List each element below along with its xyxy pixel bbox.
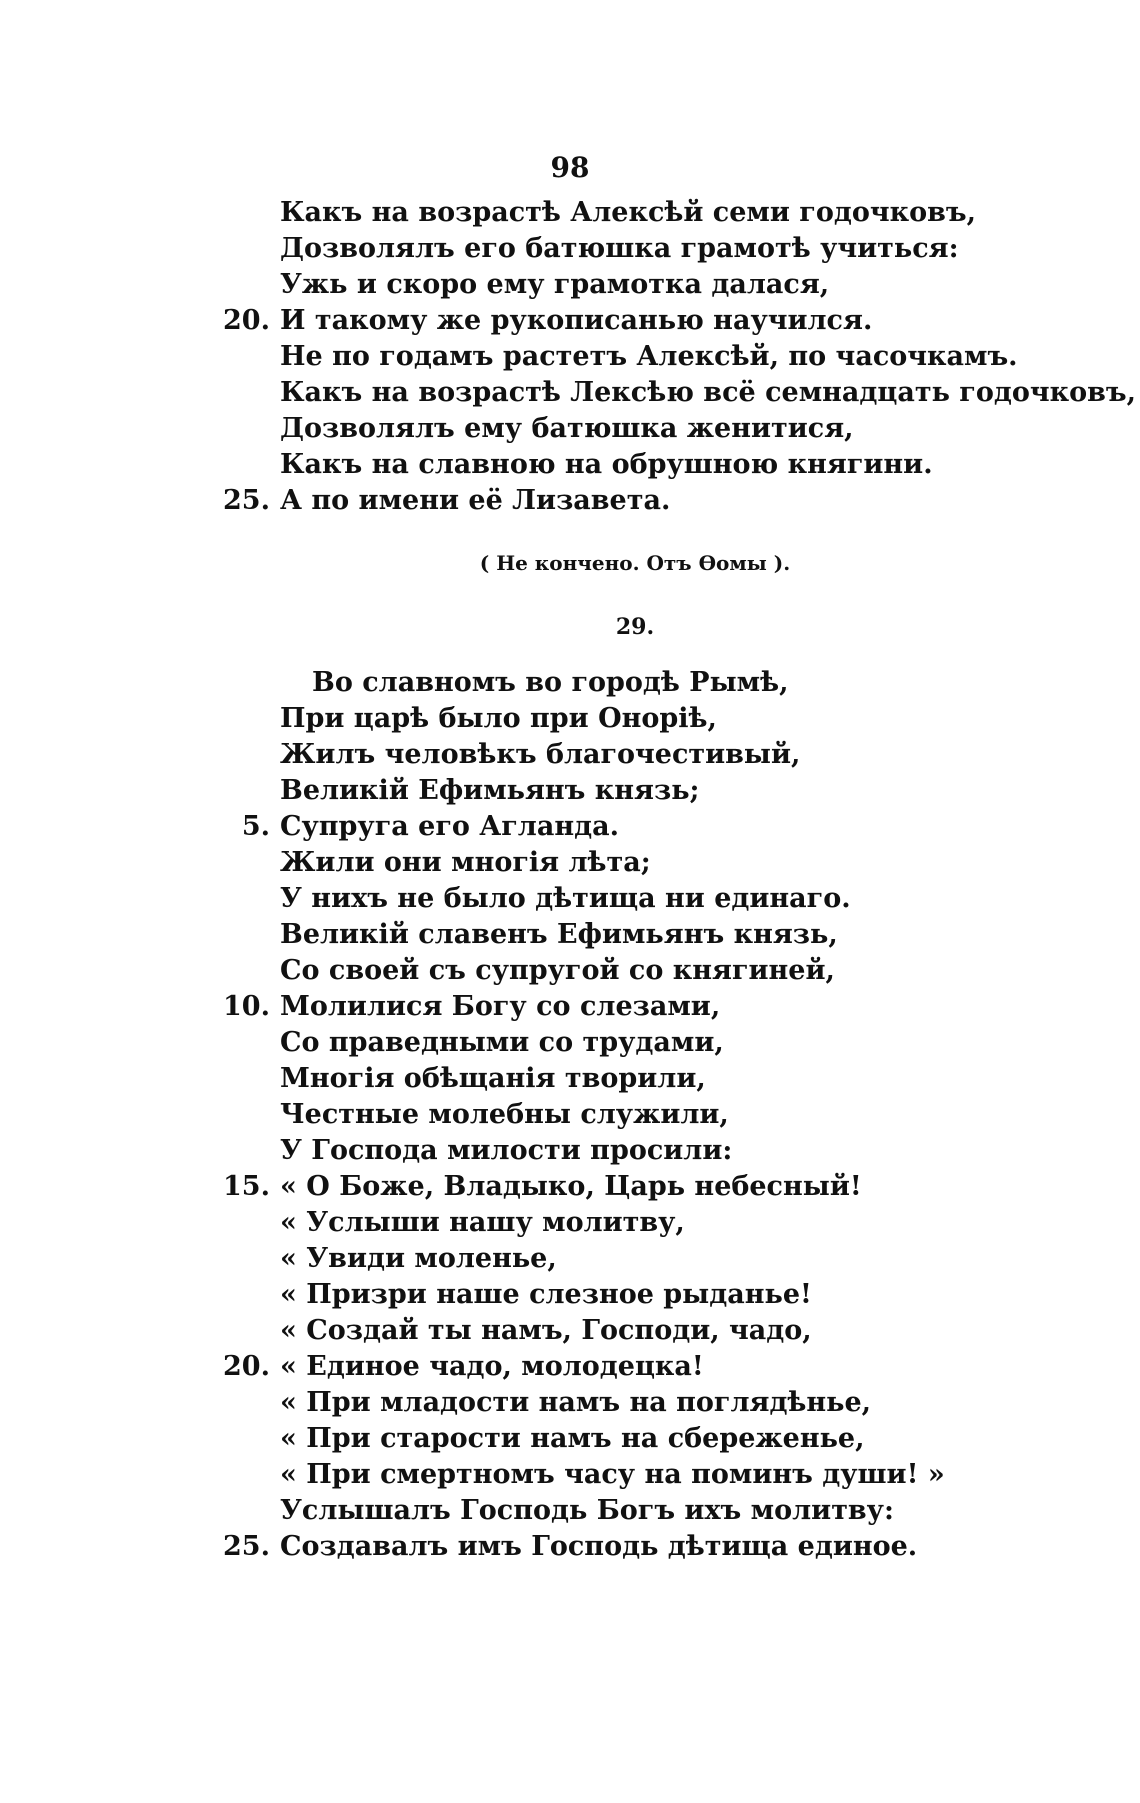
verse-line xyxy=(0,953,1140,989)
verse-line xyxy=(0,1241,1140,1277)
verse-text: У Господа милости просили: xyxy=(280,1135,733,1166)
line-number: 15. xyxy=(223,1171,270,1202)
verse-line xyxy=(0,1169,1140,1205)
verse-text: Дозволялъ его батюшка грамотѣ учиться: xyxy=(280,233,959,264)
verse-line xyxy=(0,1025,1140,1061)
verse-line xyxy=(0,917,1140,953)
verse-text: « Увиди моленье, xyxy=(280,1243,557,1274)
line-number: 10. xyxy=(223,991,270,1022)
verse-line xyxy=(0,1421,1140,1457)
verse-text: При царѣ было при Онорiѣ, xyxy=(280,703,717,734)
verse-line xyxy=(0,483,1140,519)
verse-text: « Услыши нашу молитву, xyxy=(280,1207,685,1238)
verse-text: Какъ на возрастѣ Лексѣю всё семнадцать годочковъ, xyxy=(280,377,1137,408)
verse-line xyxy=(0,809,1140,845)
page-number: 98 xyxy=(550,151,590,184)
verse-line xyxy=(0,339,1140,375)
verse-text: Не по годамъ растетъ Алексѣй, по часочкамъ. xyxy=(280,341,1018,372)
poem-continuation xyxy=(0,195,1140,519)
verse-text: А по имени её Лизавета. xyxy=(280,485,671,516)
verse-line xyxy=(0,881,1140,917)
verse-text: Ужь и скоро ему грамотка далася, xyxy=(280,269,830,300)
line-number: 20. xyxy=(223,1351,270,1382)
verse-text: « При смертномъ часу на поминъ души! » xyxy=(280,1459,945,1490)
verse-text: Великiй Ефимьянъ князь; xyxy=(280,775,700,806)
verse-line xyxy=(0,1133,1140,1169)
verse-text: У нихъ не было дѣтища ни единаго. xyxy=(280,883,851,914)
verse-line xyxy=(0,1097,1140,1133)
verse-line xyxy=(0,411,1140,447)
verse-text: И такому же рукописанью научился. xyxy=(280,305,873,336)
poem-29 xyxy=(0,665,1140,1565)
verse-line xyxy=(0,701,1140,737)
verse-text: Какъ на славною на обрушною княгини. xyxy=(280,449,933,480)
verse-text: « Призри наше слезное рыданье! xyxy=(280,1279,812,1310)
verse-text: Жили они многiя лѣта; xyxy=(280,847,651,878)
verse-text: Дозволялъ ему батюшка женитися, xyxy=(280,413,854,444)
verse-text: « При младости намъ на поглядѣнье, xyxy=(280,1387,872,1418)
verse-line xyxy=(0,1385,1140,1421)
verse-text: Со своей съ супругой со княгиней, xyxy=(280,955,835,986)
verse-line xyxy=(0,267,1140,303)
verse-text: Честные молебны служили, xyxy=(280,1099,729,1130)
verse-line xyxy=(0,447,1140,483)
verse-line xyxy=(0,231,1140,267)
line-number: 25. xyxy=(223,485,270,516)
line-number: 20. xyxy=(223,305,270,336)
verse-text: Жилъ человѣкъ благочестивый, xyxy=(280,739,801,770)
verse-line xyxy=(0,773,1140,809)
verse-text: Создавалъ имъ Господь дѣтища единое. xyxy=(280,1531,918,1562)
verse-line xyxy=(0,1277,1140,1313)
verse-text: Многiя обѣщанiя творили, xyxy=(280,1063,706,1094)
verse-line xyxy=(0,665,1140,701)
verse-text: « Создай ты намъ, Господи, чадо, xyxy=(280,1315,812,1346)
verse-line xyxy=(0,1457,1140,1493)
verse-line xyxy=(0,989,1140,1025)
verse-text: Молилися Богу со слезами, xyxy=(280,991,721,1022)
verse-text: Великiй славенъ Ефимьянъ князь, xyxy=(280,919,838,950)
section-number: 29. xyxy=(615,614,655,640)
verse-line xyxy=(0,737,1140,773)
verse-text: Во славномъ во городѣ Рымѣ, xyxy=(312,667,789,698)
verse-line xyxy=(0,303,1140,339)
line-number: 5. xyxy=(241,811,270,842)
verse-line xyxy=(0,1205,1140,1241)
verse-line xyxy=(0,1061,1140,1097)
verse-text: « При старости намъ на сбереженье, xyxy=(280,1423,865,1454)
verse-text: Со праведными со трудами, xyxy=(280,1027,724,1058)
verse-text: Какъ на возрастѣ Алексѣй семи годочковъ, xyxy=(280,197,977,228)
verse-line xyxy=(0,195,1140,231)
line-number: 25. xyxy=(223,1531,270,1562)
verse-line xyxy=(0,1529,1140,1565)
verse-line xyxy=(0,845,1140,881)
verse-line xyxy=(0,1493,1140,1529)
editorial-note: ( Не кончено. Отъ Ѳомы ). xyxy=(479,551,791,575)
verse-text: Супруга его Агланда. xyxy=(280,811,619,842)
verse-line xyxy=(0,1313,1140,1349)
verse-line xyxy=(0,375,1140,411)
verse-text: « О Боже, Владыко, Царь небесный! xyxy=(280,1171,862,1202)
verse-text: Услышалъ Господь Богъ ихъ молитву: xyxy=(280,1495,894,1526)
verse-text: « Единое чадо, молодецка! xyxy=(280,1351,704,1382)
verse-line xyxy=(0,1349,1140,1385)
